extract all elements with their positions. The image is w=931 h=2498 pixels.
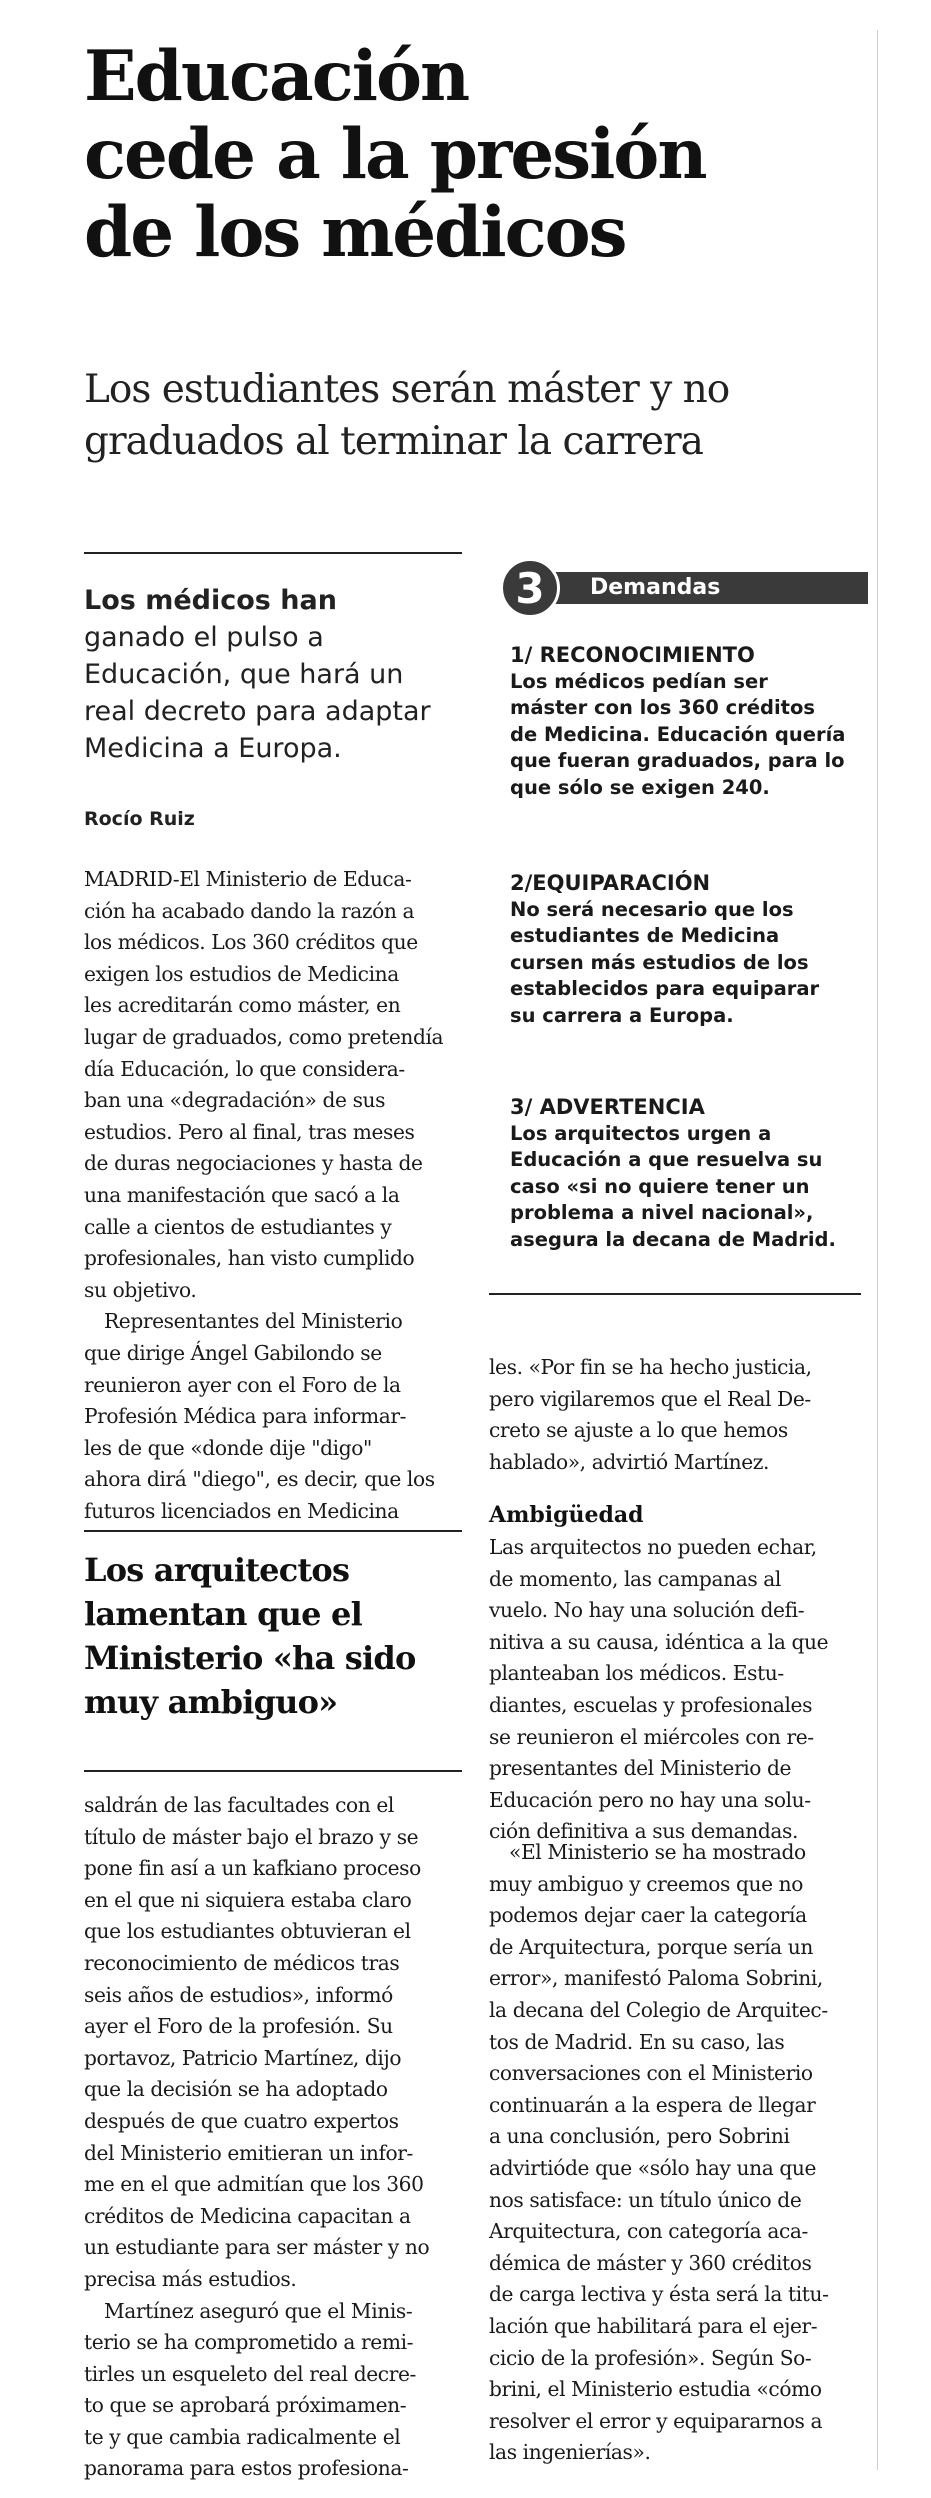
demand-item (510, 870, 870, 1029)
body-line: Martínez aseguró que el Minis- (104, 2298, 413, 2323)
demand-line: No será necesario que los (510, 897, 794, 921)
body-line: Las arquitectos no pueden echar, (489, 1535, 817, 1559)
body-line: diantes, escuelas y profesionales (489, 1692, 813, 1717)
body-line: resolver el error y equipararnos a (489, 2408, 823, 2433)
body-line: a una conclusión, pero Sobrini (489, 2124, 790, 2149)
body-line: podemos dejar caer la categoría (489, 1903, 807, 1928)
body-line: la decana del Colegio de Arquitec- (489, 1997, 828, 2022)
body-line: vuelo. No hay una solución defi- (489, 1598, 805, 1623)
body-line: de momento, las campanas al (489, 1566, 781, 1591)
lead-line: Educación, que hará un (84, 659, 404, 690)
demand-title: 1/ RECONOCIMIENTO (510, 643, 755, 667)
body-line: pone fin así a un kafkiano proceso (84, 1856, 421, 1881)
body-line: de carga lectiva y ésta será la titu- (489, 2282, 829, 2307)
body-line: nos satisface: un título único de (489, 2187, 802, 2212)
body-column-1-continued (84, 1790, 462, 2485)
page-edge-line (877, 30, 878, 2470)
demand-line: máster con los 360 créditos (510, 696, 816, 719)
headline-line: de los médicos (84, 192, 626, 273)
body-line: démica de máster y 360 créditos (489, 2250, 812, 2275)
body-line: advirtióde que «sólo hay una que (489, 2155, 817, 2180)
body-line: ción ha acabado dando la razón a (84, 898, 415, 923)
body-line: Profesión Médica para informar- (84, 1404, 406, 1429)
demand-title: 3/ ADVERTENCIA (510, 1095, 705, 1119)
body-line: las ingenierías». (489, 2440, 651, 2465)
demand-line: cursen más estudios de los (510, 950, 809, 974)
body-line: calle a cientos de estudiantes y (84, 1214, 392, 1239)
demand-line: establecidos para equiparar (510, 977, 820, 1000)
demand-line: Educación a que resuelva su (510, 1148, 823, 1171)
demand-line: problema a nivel nacional», (510, 1201, 814, 1224)
body-line: reunieron ayer con el Foro de la (84, 1372, 401, 1397)
body-line: me en el que admitían que los 360 (84, 2172, 424, 2197)
body-line: ban una «degradación» de sus (84, 1088, 386, 1113)
body-column-2-continued (489, 1837, 859, 2469)
subtitle-line: graduados al terminar la carrera (84, 419, 703, 464)
body-line: que dirige Ángel Gabilondo se (84, 1340, 382, 1365)
body-line: Educación pero no hay una solu- (489, 1787, 811, 1812)
lead-top-rule (84, 552, 462, 554)
body-line: estudios. Pero al final, tras meses (84, 1119, 415, 1144)
demand-item (510, 1094, 870, 1253)
demand-line: asegura la decana de Madrid. (510, 1227, 836, 1251)
body-line: del Ministerio emitieran un infor- (84, 2140, 413, 2165)
body-line: futuros licenciados en Medicina (84, 1498, 399, 1523)
pullquote-line: muy ambiguo» (84, 1683, 338, 1721)
body-line: en el que ni siquiera estaba claro (84, 1887, 412, 1912)
body-line: creto se ajuste a lo que hemos (489, 1418, 788, 1443)
body-line: que la decisión se ha adoptado (84, 2077, 388, 2102)
body-line: MADRID-El Ministerio de Educa- (84, 867, 412, 891)
body-line: pero vigilaremos que el Real De- (489, 1386, 811, 1411)
demand-line: que fueran graduados, para lo (510, 749, 845, 772)
body-line: ayer el Foro de la profesión. Su (84, 2014, 393, 2039)
body-line: tirles un esqueleto del real decre- (84, 2361, 416, 2386)
body-line: día Educación, lo que considera- (84, 1056, 405, 1081)
demand-line: de Medicina. Educación quería (510, 722, 846, 746)
body-column-2 (489, 1532, 859, 1848)
demands-bottom-rule (489, 1293, 861, 1295)
body-line: lación que habilitará para el ejer- (489, 2313, 818, 2338)
body-line: un estudiante para ser máster y no (84, 2235, 430, 2260)
pullquote (84, 1548, 462, 1724)
body-line: exigen los estudios de Medicina (84, 961, 399, 986)
body-line: los médicos. Los 360 créditos que (84, 930, 418, 955)
body-line: ción definitiva a sus demandas. (489, 1819, 798, 1844)
body-line: se reunieron el miércoles con re- (489, 1724, 814, 1749)
body-line: brini, el Ministerio estudia «cómo (489, 2377, 822, 2402)
headline-line: Educación (84, 36, 469, 117)
headline (84, 38, 844, 272)
body-line: que los estudiantes obtuvieran el (84, 1919, 411, 1944)
body-line: Representantes del Ministerio (104, 1309, 403, 1334)
body-line: título de máster bajo el brazo y se (84, 1824, 419, 1849)
demands-badge-number: 3 (515, 564, 545, 613)
demands-badge-label: Demandas (590, 575, 721, 600)
lead-line: Medicina a Europa. (84, 733, 342, 764)
section-subhead: Ambigüedad (489, 1502, 644, 1528)
demands-number-circle (500, 558, 560, 618)
body-line: créditos de Medicina capacitan a (84, 2203, 411, 2228)
body-line: muy ambiguo y creemos que no (489, 1871, 804, 1896)
body-line: presentantes del Ministerio de (489, 1756, 792, 1781)
subtitle (84, 364, 844, 468)
demand-line: Los médicos pedían ser (510, 669, 768, 693)
body-line: ahora dirá "diego", es decir, que los (84, 1467, 435, 1492)
body-line: precisa más estudios. (84, 2266, 297, 2291)
body-line: reconocimiento de médicos tras (84, 1950, 400, 1975)
body-line: su objetivo. (84, 1277, 197, 1302)
body-line: lugar de graduados, como pretendía (84, 1024, 444, 1049)
body-column-1 (84, 864, 462, 1527)
byline: Rocío Ruiz (84, 808, 195, 830)
body-line: les. «Por fin se ha hecho justicia, (489, 1355, 812, 1379)
demand-line: que sólo se exigen 240. (510, 775, 770, 799)
demand-title: 2/EQUIPARACIÓN (510, 871, 711, 895)
demand-line: su carrera a Europa. (510, 1003, 734, 1027)
body-line: planteaban los médicos. Estu- (489, 1661, 784, 1686)
pullquote-line: lamentan que el (84, 1595, 362, 1633)
lead-paragraph (84, 582, 464, 767)
demand-line: caso «si no quiere tener un (510, 1174, 810, 1198)
subtitle-line: Los estudiantes serán máster y no (84, 367, 730, 412)
body-line: error», manifestó Paloma Sobrini, (489, 1966, 823, 1991)
body-column-2-top (489, 1352, 859, 1478)
demand-line: estudiantes de Medicina (510, 924, 780, 947)
body-line: tos de Madrid. En su caso, las (489, 2029, 785, 2054)
body-line: terio se ha comprometido a remi- (84, 2330, 414, 2355)
lead-line: ganado el pulso a (84, 622, 324, 653)
body-line: seis años de estudios», informó (84, 1982, 393, 2007)
body-line: les acreditarán como máster, en (84, 993, 401, 1018)
headline-line: cede a la presión (84, 114, 706, 195)
demands-badge-bar (534, 572, 868, 604)
body-line: Arquitectura, con categoría aca- (489, 2219, 808, 2244)
demand-item (510, 642, 870, 801)
lead-line: real decreto para adaptar (84, 696, 431, 727)
body-line: conversaciones con el Ministerio (489, 2061, 813, 2086)
body-line: portavoz, Patricio Martínez, dijo (84, 2045, 402, 2070)
pullquote-line: Los arquitectos (84, 1551, 350, 1589)
body-line: saldrán de las facultades con el (84, 1793, 394, 1817)
body-line: profesionales, han visto cumplido (84, 1246, 415, 1271)
pullquote-top-rule (84, 1530, 462, 1532)
body-line: de duras negociaciones y hasta de (84, 1151, 423, 1176)
body-line: continuarán a la espera de llegar (489, 2092, 816, 2117)
demand-line: Los arquitectos urgen a (510, 1121, 772, 1145)
body-line: después de que cuatro expertos (84, 2108, 399, 2133)
body-line: les de que «donde dije "digo" (84, 1435, 372, 1460)
pullquote-bottom-rule (84, 1770, 462, 1772)
demands-badge (500, 558, 870, 618)
pullquote-line: Ministerio «ha sido (84, 1639, 416, 1677)
body-line: de Arquitectura, porque sería un (489, 1934, 813, 1959)
body-line: te y que cambia radicalmente el (84, 2424, 401, 2449)
body-line: to que se aprobará próximamen- (84, 2393, 407, 2418)
body-line: cicio de la profesión». Según So- (489, 2345, 812, 2370)
lead-bold: Los médicos han (84, 585, 337, 616)
body-line: panorama para estos profesiona- (84, 2456, 409, 2481)
body-line: una manifestación que sacó a la (84, 1182, 400, 1207)
body-line: hablado», advirtió Martínez. (489, 1449, 770, 1474)
body-line: «El Ministerio se ha mostrado (509, 1840, 806, 1864)
body-line: nitiva a su causa, idéntica a la que (489, 1629, 829, 1654)
